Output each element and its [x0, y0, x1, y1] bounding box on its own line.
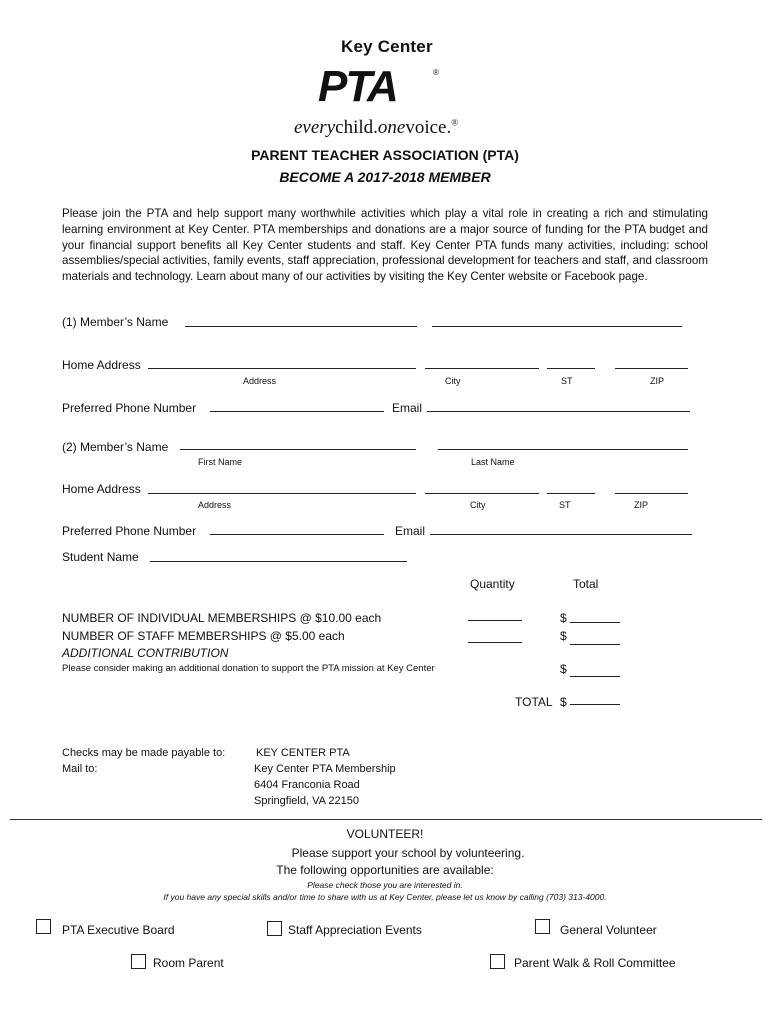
member2-address-line[interactable] — [148, 493, 416, 494]
volunteer-title: VOLUNTEER! — [346, 827, 424, 841]
member1-email-label: Email — [392, 401, 423, 415]
member2-name-label: (2) Member’s Name — [62, 440, 169, 454]
member1-state-line[interactable] — [547, 368, 595, 369]
member2-state-sublabel: ST — [559, 500, 571, 510]
member1-last-name-line[interactable] — [432, 326, 682, 327]
member2-zip-line[interactable] — [615, 493, 688, 494]
additional-total-line[interactable] — [570, 676, 620, 677]
option-room-parent-label: Room Parent — [153, 956, 224, 970]
member1-phone-label: Preferred Phone Number — [62, 401, 197, 415]
staff-quantity-line[interactable] — [468, 642, 522, 643]
option-pta-executive-board-label: PTA Executive Board — [62, 923, 175, 937]
additional-contribution-label: ADDITIONAL CONTRIBUTION — [62, 646, 229, 660]
member1-state-sublabel: ST — [561, 376, 573, 386]
staff-dollar-sign: $ — [560, 629, 567, 643]
logo-tagline: everychild.onevoice.® — [294, 117, 459, 138]
member1-phone-line[interactable] — [210, 411, 384, 412]
volunteer-line2: The following opportunities are available: — [276, 863, 494, 877]
staff-total-line[interactable] — [570, 644, 620, 645]
member1-email-line[interactable] — [427, 411, 690, 412]
mailing-address-line3: Springfield, VA 22150 — [254, 795, 359, 807]
checkbox-parent-walk-roll-committee[interactable] — [490, 954, 505, 969]
individual-memberships-label: NUMBER OF INDIVIDUAL MEMBERSHIPS @ $10.00 each — [62, 611, 382, 625]
checkbox-room-parent[interactable] — [131, 954, 146, 969]
member2-first-name-line[interactable] — [180, 449, 416, 450]
member1-address-sublabel: Address — [243, 376, 277, 386]
payee-name: KEY CENTER PTA — [256, 747, 350, 759]
volunteer-line1: Please support your school by volunteering. — [291, 846, 525, 860]
option-general-volunteer-label: General Volunteer — [560, 923, 657, 937]
checks-payable-label: Checks may be made payable to: — [62, 747, 226, 759]
quantity-header: Quantity — [470, 577, 515, 591]
student-name-label: Student Name — [62, 550, 139, 564]
mail-to-label: Mail to: — [62, 763, 98, 775]
member2-city-line[interactable] — [425, 493, 539, 494]
member1-first-name-line[interactable] — [185, 326, 417, 327]
individual-total-line[interactable] — [570, 622, 620, 623]
page-title: PARENT TEACHER ASSOCIATION (PTA) — [251, 147, 519, 163]
member2-address-sublabel: Address — [198, 500, 232, 510]
member1-zip-sublabel: ZIP — [650, 376, 665, 386]
section-divider — [10, 819, 762, 820]
total-header: Total — [573, 577, 599, 591]
member2-phone-label: Preferred Phone Number — [62, 524, 197, 538]
logo-registered-mark: ® — [433, 68, 439, 77]
member2-state-line[interactable] — [547, 493, 595, 494]
member2-city-sublabel: City — [470, 500, 486, 510]
additional-dollar-sign: $ — [560, 662, 567, 676]
member2-email-line[interactable] — [430, 534, 692, 535]
pta-logo: PTA — [318, 62, 397, 111]
volunteer-skills-note: If you have any special skills and/or time to share with us at Key Center, please let us know by calling (703) 313-4000. — [163, 892, 607, 902]
member2-last-name-line[interactable] — [438, 449, 688, 450]
mailing-address-line1: Key Center PTA Membership — [254, 763, 396, 775]
individual-quantity-line[interactable] — [468, 620, 522, 621]
member1-name-label: (1) Member’s Name — [62, 315, 169, 329]
individual-dollar-sign: $ — [560, 611, 567, 625]
checkbox-general-volunteer[interactable] — [535, 919, 550, 934]
grand-total-dollar-sign: $ — [560, 695, 567, 709]
student-name-line[interactable] — [150, 561, 407, 562]
member1-address-line[interactable] — [148, 368, 416, 369]
grand-total-label: TOTAL — [515, 695, 553, 709]
member2-first-name-sublabel: First Name — [198, 457, 243, 467]
intro-paragraph: Please join the PTA and help support many worthwhile activities which play a vital role in creating a rich and stimulating learning environment at Key Center. PTA memberships and donations are a major source of funding for the PTA budget and your financial support benefits all Key Center students and staff. Key Center PTA funds many activities, including: school assemblies/special activities, family events, staff appreciation, professional development for teachers and staff, and classroom materials and technology. Learn about many of our activities by visiting the Key Center website or Facebook page. — [62, 207, 708, 284]
member1-address-label: Home Address — [62, 358, 141, 372]
checkbox-staff-appreciation-events[interactable] — [267, 921, 282, 936]
option-parent-walk-roll-committee-label: Parent Walk & Roll Committee — [514, 956, 676, 970]
checkbox-pta-executive-board[interactable] — [36, 919, 51, 934]
staff-memberships-label: NUMBER OF STAFF MEMBERSHIPS @ $5.00 each — [62, 629, 345, 643]
member1-city-line[interactable] — [425, 368, 539, 369]
additional-contribution-note: Please consider making an additional donation to support the PTA mission at Key Center — [62, 663, 435, 674]
page-subtitle: BECOME A 2017-2018 MEMBER — [279, 169, 491, 185]
member2-email-label: Email — [395, 524, 426, 538]
member2-phone-line[interactable] — [210, 534, 384, 535]
mailing-address-line2: 6404 Franconia Road — [254, 779, 360, 791]
option-staff-appreciation-events-label: Staff Appreciation Events — [288, 923, 422, 937]
member2-zip-sublabel: ZIP — [634, 500, 649, 510]
member1-zip-line[interactable] — [615, 368, 688, 369]
member2-address-label: Home Address — [62, 482, 141, 496]
member2-last-name-sublabel: Last Name — [471, 457, 515, 467]
grand-total-line[interactable] — [570, 704, 620, 705]
volunteer-check-note: Please check those you are interested in. — [307, 880, 463, 890]
member1-city-sublabel: City — [445, 376, 461, 386]
logo-school-name: Key Center — [341, 37, 433, 56]
